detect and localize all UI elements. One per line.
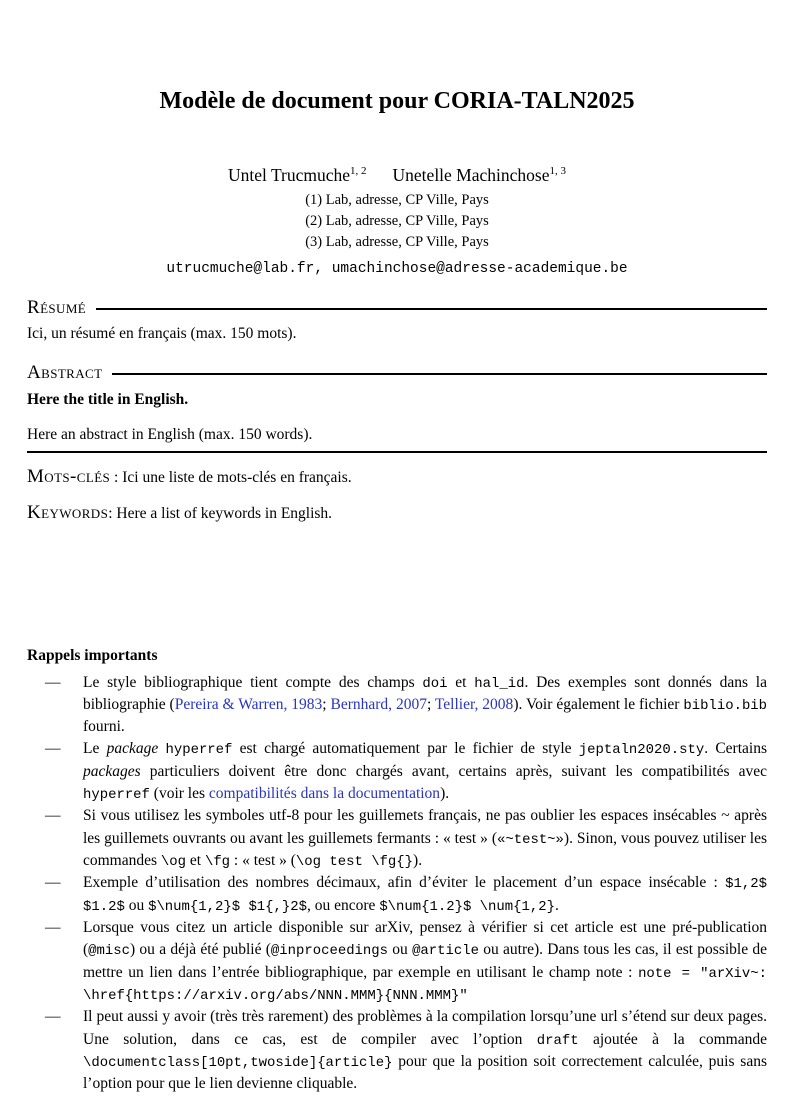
inline-link[interactable]: Tellier, 2008 (434, 695, 514, 713)
text-segment: ) ou a déjà été publié ( (130, 941, 271, 959)
text-segment: \og test \fg{} (295, 854, 414, 871)
author (393, 163, 566, 188)
list-marker: — (45, 874, 61, 892)
text-segment: Le style bibliographique tient compte des champs (83, 673, 423, 691)
text-segment: $\num{1,2}$ $1{,}2$ (148, 898, 307, 915)
text-segment: hyperref (165, 742, 233, 759)
text-segment: , ou encore (307, 896, 380, 914)
list-marker: — (45, 1008, 61, 1026)
text-segment: : « test » ( (230, 852, 296, 870)
text-segment: ). (440, 785, 450, 803)
list-marker: — (45, 807, 61, 825)
text-segment: ou autre). Dans tous les cas, il est possible de mettre un lien dans l’entrée bibliographique, par exemple en utilisant le champ note : (83, 941, 767, 981)
list-item (27, 917, 767, 1006)
affiliations (27, 190, 767, 253)
text-segment: . Des exemples sont donnés dans la bibliographie ( (83, 673, 767, 713)
list-item (27, 672, 767, 739)
text-segment: $1,2$ $1.2$ (83, 876, 767, 915)
text-segment: est chargé automatiquement par le fichier de style (232, 740, 579, 758)
section-rule (112, 362, 767, 375)
rappels-heading: Rappels importants (27, 647, 158, 665)
list-marker: — (45, 918, 61, 936)
keywords-separator: : (108, 504, 117, 522)
abstract-label: Abstract (27, 362, 103, 384)
abstract-section-header (27, 362, 767, 385)
text-segment: (voir les (149, 785, 209, 803)
resume-label: Résumé (27, 297, 87, 319)
list-item (27, 872, 767, 917)
list-item-text (83, 1008, 767, 1092)
rappels-list (27, 672, 767, 1096)
text-segment: fourni. (83, 718, 125, 736)
list-item-text (83, 740, 767, 802)
resume-text: Ici, un résumé en français (max. 150 mots). (27, 324, 297, 342)
text-segment: . (554, 896, 559, 914)
text-segment: note = "arXiv~: \href{https://arxiv.org/abs/NNN.MMM}{NNN.MMM}" (83, 965, 767, 1004)
affiliation-line: (1) Lab, adresse, CP Ville, Pays (305, 191, 489, 208)
motscles-label: Mots-clés (27, 465, 111, 487)
abstract-english-title: Here the title in English. (27, 390, 189, 408)
motscles-text: Ici une liste de mots-clés en français. (122, 468, 352, 486)
keywords-label: Keywords (27, 501, 109, 523)
text-segment: packages (83, 762, 141, 780)
text-segment: «~test~» (497, 831, 564, 848)
text-segment: ou (388, 941, 413, 959)
text-segment: @inproceedings (270, 943, 389, 960)
affiliation-line: (2) Lab, adresse, CP Ville, Pays (305, 212, 489, 229)
author (228, 163, 367, 188)
abstract-text: Here an abstract in English (max. 150 words). (27, 424, 767, 452)
list-marker: — (45, 740, 61, 758)
text-segment: \fg (204, 854, 231, 871)
text-segment: Le (83, 740, 107, 758)
text-segment: draft (536, 1032, 579, 1049)
text-segment: $\num{1.2}$ \num{1,2} (379, 898, 555, 915)
resume-section-header (27, 297, 767, 320)
paper-title: Modèle de document pour CORIA-TALN2025 (159, 88, 635, 114)
authors-line (27, 163, 767, 188)
list-item-text (83, 919, 767, 1003)
affiliation-line: (3) Lab, adresse, CP Ville, Pays (305, 234, 489, 251)
list-item (27, 805, 767, 872)
text-segment: ou (124, 896, 149, 914)
text-segment: pour que la position soit correctement calculée, puis sans l’option pour que le lien devienne cliquable. (83, 1052, 767, 1093)
text-segment: hal_id (474, 675, 525, 692)
section-rule (96, 297, 767, 310)
text-segment: . Certains (704, 740, 767, 758)
text-segment: \documentclass[10pt,twoside]{article} (83, 1054, 393, 1071)
emails-line: utrucmuche@lab.fr, umachinchose@adresse-academique.be (166, 261, 628, 278)
text-segment: @article (412, 943, 479, 960)
list-item-text (83, 874, 767, 913)
text-segment: jeptaln2020.sty (578, 742, 705, 759)
list-item (27, 1006, 767, 1095)
text-segment: @misc (88, 943, 130, 960)
text-segment: \og (160, 854, 187, 871)
text-segment: Lorsque vous citez un article disponible sur arXiv, pensez à vérifier si cet article est une pré-publication ( (83, 918, 767, 959)
text-segment: Si vous utilisez les symboles utf-8 pour les guillemets français, ne pas oublier les espaces insécables ~ après les guillemets ouvrants ou avant les guillemets fermants : « test » ( (83, 807, 767, 847)
text-segment: particuliers doivent être donc chargés avant, certains après, suivant les compatibilités avec (140, 762, 767, 780)
list-item-text (83, 674, 767, 736)
motscles-line (27, 466, 767, 489)
text-segment: doi (422, 675, 448, 692)
list-item-text (83, 807, 767, 869)
text-segment: hyperref (83, 787, 150, 804)
text-segment: ajoutée à la commande (578, 1030, 767, 1048)
motscles-separator: : (110, 468, 123, 486)
text-segment: ). (413, 852, 423, 870)
inline-link[interactable]: Pereira & Warren, 1983 (174, 695, 323, 713)
list-marker: — (45, 673, 61, 691)
keywords-text: Here a list of keywords in English. (116, 504, 333, 522)
text-segment: et (447, 673, 475, 691)
list-item (27, 738, 767, 805)
text-segment: Il peut aussi y avoir (très très rarement) des problèmes à la compilation lorsqu’une url s’étend sur deux pages. Une solution, dans ce cas, est de compiler avec l’option (83, 1008, 767, 1048)
text-segment: ). Voir également le fichier (513, 695, 684, 713)
inline-link[interactable]: Bernhard, 2007 (330, 695, 427, 713)
text-segment: Exemple d’utilisation des nombres décimaux, afin d’éviter le placement d’un espace insécable : (83, 874, 726, 892)
author-name: Untel Trucmuche (228, 164, 351, 185)
author-superscript: 1, 3 (549, 164, 566, 177)
text-segment: ; (426, 695, 435, 713)
keywords-line (27, 502, 767, 525)
inline-link[interactable]: compatibilités dans la documentation (208, 785, 441, 803)
author-name: Unetelle Machinchose (392, 164, 550, 185)
author-superscript: 1, 2 (350, 164, 367, 177)
text-segment: package (106, 740, 159, 758)
text-segment: et (186, 852, 205, 870)
text-segment: ; (322, 695, 331, 713)
text-segment: ). Sinon, vous pouvez utiliser les commandes (83, 829, 768, 870)
text-segment: biblio.bib (683, 697, 768, 714)
